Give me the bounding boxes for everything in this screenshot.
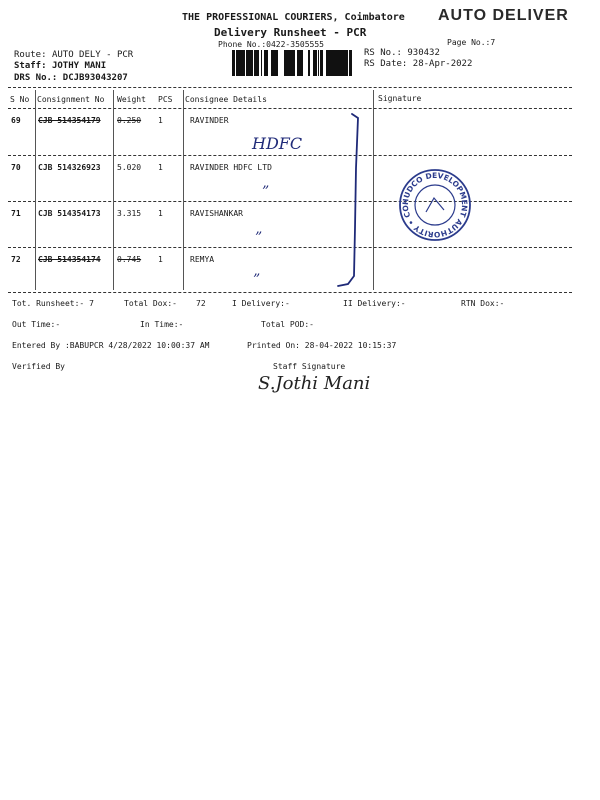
col-header-consignment: Consignment No (37, 95, 105, 104)
rs-number-value: 930432 (407, 48, 440, 58)
total-dox-label: Total Dox:- (124, 299, 177, 308)
barcode-bar (309, 50, 310, 76)
row-sno: 72 (11, 255, 21, 264)
staff-value: JOTHY MANI (51, 61, 107, 71)
barcode-bar (302, 50, 303, 76)
rs-number-line (364, 48, 440, 58)
staff-signature-label: Staff Signature (273, 362, 346, 371)
total-runsheet: Tot. Runsheet:- 7 (12, 299, 94, 308)
barcode-bar (236, 50, 238, 76)
rs-date-line (364, 59, 472, 69)
barcode-bar (271, 50, 272, 76)
rs-date-label: RS Date: (364, 59, 408, 69)
row-divider (8, 247, 572, 248)
barcode-bar (273, 50, 275, 76)
column-divider (113, 90, 114, 290)
barcode-bar (286, 50, 287, 76)
col-header-weight: Weight (117, 95, 146, 104)
barcode-bar (315, 50, 316, 76)
barcode-bar (291, 50, 293, 76)
total-dox-value: 72 (196, 299, 206, 308)
in-time: In Time:- (140, 320, 184, 329)
barcode-bar (297, 50, 299, 76)
total-pod: Total POD:- (261, 320, 314, 329)
barcode-bar (284, 50, 286, 76)
barcode-bar (308, 50, 309, 76)
barcode-bar (288, 50, 291, 76)
row-sno: 71 (11, 209, 21, 218)
barcode-bar (254, 50, 255, 76)
rs-number-label: RS No.: (364, 48, 402, 58)
page-number: Page No.:7 (447, 38, 496, 47)
auto-deliver-stamp: AUTO DELIVER (438, 7, 569, 24)
ditto-mark: ” (262, 184, 270, 200)
barcode-bar (293, 50, 295, 76)
row-consignee: RAVINDER (190, 116, 229, 125)
row-weight: 0.745 (117, 255, 142, 264)
verified-by: Verified By (12, 362, 65, 371)
col-header-pcs: PCS (158, 95, 173, 104)
staff-label: Staff: (14, 61, 47, 71)
table-header-rule (8, 108, 572, 109)
barcode-bar (242, 50, 244, 76)
barcode-bar (349, 50, 352, 76)
barcode (232, 50, 356, 76)
drs-line (14, 73, 128, 83)
barcode-bar (322, 50, 323, 76)
barcode-bar (316, 50, 317, 76)
barcode-bar (264, 50, 266, 76)
barcode-bar (342, 50, 345, 76)
printed-on: Printed On: 28-04-2022 10:15:37 (247, 341, 397, 350)
handwritten-hdfc-note: HDFC (252, 134, 303, 153)
ditto-mark: ” (255, 230, 263, 246)
barcode-bar (267, 50, 268, 76)
office-seal (398, 168, 472, 242)
rtn-dox: RTN Dox:- (461, 299, 505, 308)
rs-date-value: 28-Apr-2022 (412, 59, 473, 69)
i-delivery: I Delivery:- (232, 299, 290, 308)
col-header-consignee: Consignee Details (185, 95, 267, 104)
row-consignment: CJB 514354174 (38, 255, 101, 264)
column-divider (183, 90, 184, 290)
column-divider (35, 90, 36, 290)
drs-label: DRS No.: (14, 73, 58, 83)
barcode-bar (241, 50, 242, 76)
barcode-bar (299, 50, 302, 76)
row-pcs: 1 (158, 163, 163, 172)
barcode-bar (345, 50, 348, 76)
barcode-bar (339, 50, 342, 76)
barcode-bar (320, 50, 321, 76)
barcode-bar (246, 50, 248, 76)
table-top-rule (8, 87, 572, 88)
row-weight: 0.250 (117, 116, 142, 125)
barcode-bar (334, 50, 335, 76)
row-pcs: 1 (158, 209, 163, 218)
barcode-bar (261, 50, 262, 76)
barcode-bar (330, 50, 332, 76)
barcode-bar (326, 50, 329, 76)
ditto-mark: ” (253, 272, 261, 288)
barcode-bar (234, 50, 235, 76)
barcode-bar (332, 50, 333, 76)
barcode-bar (287, 50, 288, 76)
row-consignment: CJB 514326923 (38, 163, 101, 172)
barcode-bar (276, 50, 278, 76)
row-consignment: CJB 514354179 (38, 116, 101, 125)
row-consignment: CJB 514354173 (38, 209, 101, 218)
out-time: Out Time:- (12, 320, 61, 329)
barcode-bar (329, 50, 330, 76)
row-consignee: RAVINDER HDFC LTD (190, 163, 272, 172)
barcode-bar (257, 50, 259, 76)
drs-value: DCJB93043207 (62, 73, 128, 83)
row-pcs: 1 (158, 255, 163, 264)
phone-number: Phone No.:0422-3505555 (218, 40, 324, 49)
row-consignee: RAVISHANKAR (190, 209, 243, 218)
barcode-bar (338, 50, 339, 76)
barcode-bar (266, 50, 267, 76)
column-divider (373, 90, 374, 290)
barcode-bar (314, 50, 315, 76)
row-divider (8, 155, 572, 156)
barcode-bar (250, 50, 253, 76)
route-value: AUTO DELY - PCR (51, 50, 134, 60)
entered-by: Entered By :BABUPCR 4/28/2022 10:00:37 AM (12, 341, 210, 350)
col-header-sno: S No (10, 95, 30, 104)
row-weight: 5.020 (117, 163, 142, 172)
staff-line (14, 61, 106, 71)
route-label: Route: (14, 50, 47, 60)
barcode-bar (313, 50, 314, 76)
row-consignee: REMYA (190, 255, 215, 264)
barcode-bar (232, 50, 233, 76)
barcode-bar (333, 50, 334, 76)
seal-text: HUDCO DEVELOPMENT AUTHORITY • CO (400, 170, 470, 240)
sheet-title: Delivery Runsheet - PCR (214, 26, 367, 39)
row-sno: 69 (11, 116, 21, 125)
row-sno: 70 (11, 163, 21, 172)
col-header-signature: Signature (378, 94, 422, 103)
barcode-bar (275, 50, 276, 76)
barcode-bar (272, 50, 273, 76)
barcode-bar (321, 50, 322, 76)
barcode-bar (233, 50, 234, 76)
barcode-bar (255, 50, 257, 76)
route-line (14, 50, 133, 60)
staff-signature: S.Jothi Mani (258, 373, 371, 394)
ii-delivery: II Delivery:- (343, 299, 406, 308)
row-pcs: 1 (158, 116, 163, 125)
row-weight: 3.315 (117, 209, 142, 218)
barcode-bar (244, 50, 245, 76)
barcode-bar (238, 50, 241, 76)
barcode-bar (318, 50, 319, 76)
barcode-bar (335, 50, 338, 76)
row-divider (8, 201, 572, 202)
table-bottom-rule (8, 292, 572, 293)
company-name: THE PROFESSIONAL COURIERS, Coimbatore (182, 12, 405, 23)
barcode-bar (248, 50, 250, 76)
signature-bracket-stroke (330, 108, 370, 292)
